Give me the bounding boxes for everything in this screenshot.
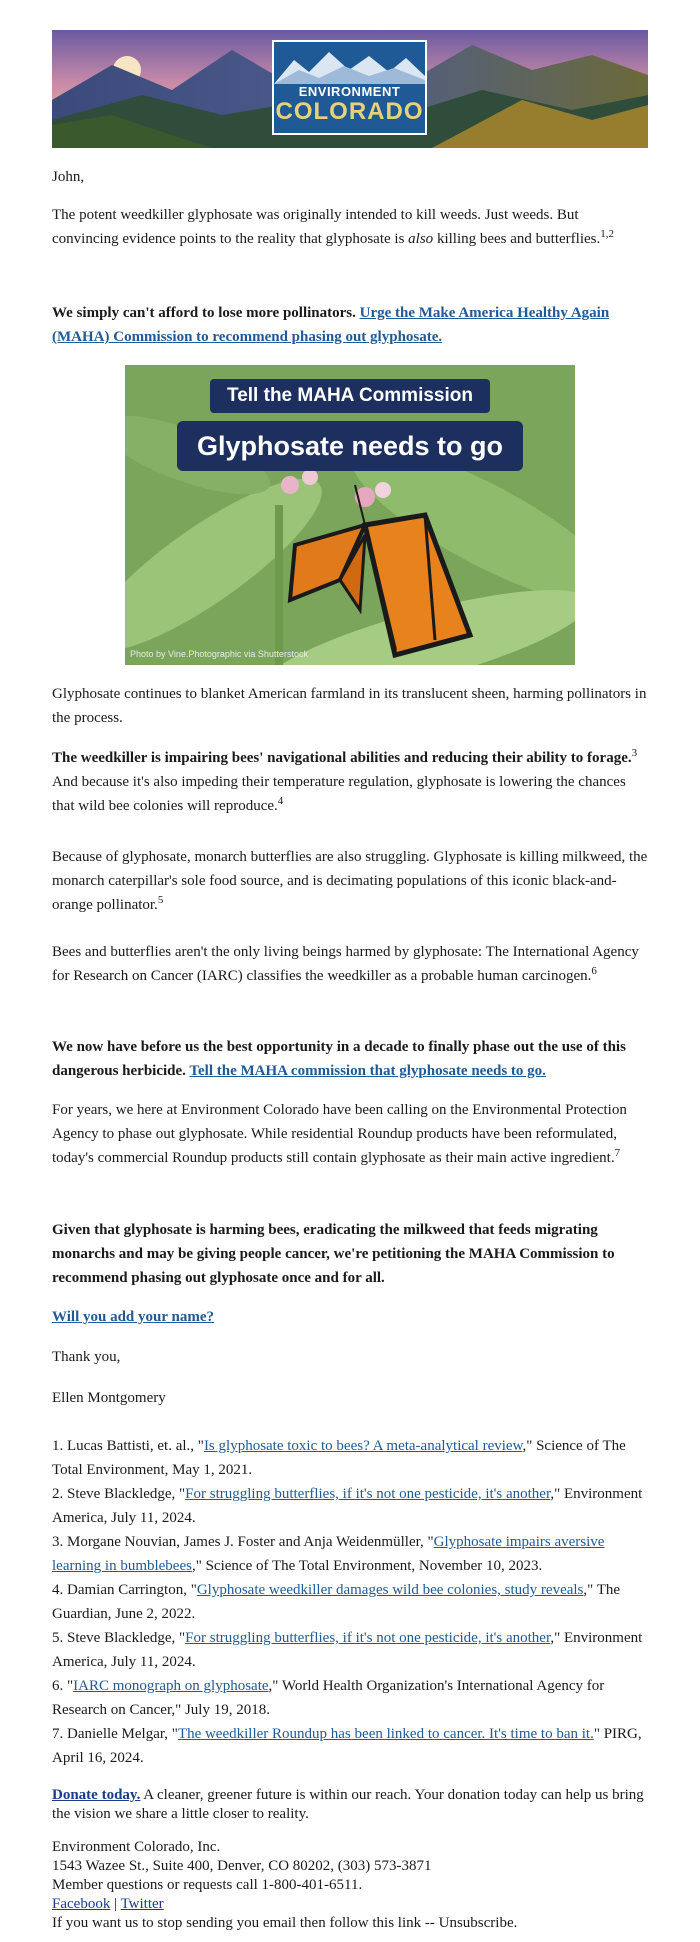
reference-link[interactable]: Glyphosate weedkiller damages wild bee colonies, study reveals (196, 1582, 584, 1598)
intro-text-2: killing bees and butterflies. (433, 231, 601, 247)
bees-footnote-3: 3 (631, 747, 638, 759)
header-banner (52, 30, 648, 148)
reference-prefix: 2. Steve Blackledge, " (52, 1486, 186, 1502)
hero-headline-2: Glyphosate needs to go (177, 421, 523, 471)
reference-prefix: 6. " (52, 1678, 74, 1694)
roundup-text: For years, we here at Environment Colorado have been calling on the Environmental Protection Agency to phase out glyphosate. While residential Roundup products have been reformulated, today's commercial Roundup products still contain glyphosate as their main active ingredient. (52, 1102, 627, 1166)
petition-paragraph: Given that glyphosate is harming bees, eradicating the milkweed that feeds migrating monarchs and may be giving people cancer, we're petitioning the MAHA Commission to recommend phasing out glyphosate once and for all. (52, 1222, 615, 1286)
hero-headline-1: Tell the MAHA Commission (210, 379, 490, 413)
facebook-link[interactable]: Facebook (52, 1896, 111, 1912)
intro-emphasis: also (408, 231, 434, 247)
logo-line-colorado: COLORADO (275, 98, 424, 125)
roundup-paragraph (52, 1098, 648, 1170)
signature: Ellen Montgomery (52, 1390, 166, 1406)
pollinators-paragraph (52, 301, 648, 349)
reference-prefix: 1. Lucas Battisti, et. al., " (52, 1438, 204, 1454)
donate-link[interactable]: Donate today. (52, 1787, 141, 1803)
opportunity-paragraph (52, 1035, 648, 1083)
add-your-name-link[interactable]: Will you add your name? (52, 1309, 214, 1325)
reference-suffix: ," Environment America, July 11, 2024. (52, 1630, 643, 1670)
reference-link[interactable]: Glyphosate impairs aversive learning in bumblebees (52, 1534, 605, 1574)
bees-paragraph (52, 746, 648, 818)
logo-line-environment: ENVIRONMENT (298, 84, 401, 99)
environment-colorado-logo (272, 40, 427, 135)
urge-maha-link[interactable]: Urge the Make America Healthy Again (MAHA) Commission to recommend phasing out glyphosate. (52, 305, 610, 345)
donate-paragraph (52, 1786, 648, 1824)
reference-prefix: 4. Damian Carrington, " (52, 1582, 197, 1598)
footer-social (52, 1895, 648, 1914)
intro-footnote: 1,2 (600, 228, 614, 240)
reference-item (52, 1722, 648, 1770)
reference-suffix: ," Science of The Total Environment, May 1, 2021. (52, 1438, 626, 1478)
reference-suffix: " PIRG, April 16, 2024. (52, 1726, 642, 1766)
reference-link[interactable]: IARC monograph on glyphosate (73, 1678, 269, 1694)
hero-image[interactable] (125, 365, 575, 665)
bees-footnote-4: 4 (277, 795, 284, 807)
reference-item (52, 1434, 648, 1482)
reference-link[interactable]: The weedkiller Roundup has been linked to cancer. It's time to ban it. (177, 1726, 594, 1742)
reference-item (52, 1674, 648, 1722)
intro-text: The potent weedkiller glyphosate was originally intended to kill weeds. Just weeds. But convincing evidence points to the reality that glyphosate is (52, 207, 579, 247)
reference-item (52, 1482, 648, 1530)
reference-suffix: ," Science of The Total Environment, November 10, 2023. (191, 1558, 543, 1574)
footer-address: 1543 Wazee St., Suite 400, Denver, CO 80202, (303) 573-3871 (52, 1858, 432, 1874)
greeting: John, (52, 169, 85, 185)
donate-text: A cleaner, greener future is within our reach. Your donation today can help us bring the vision we share a little closer to reality. (52, 1787, 644, 1822)
reference-suffix: ," World Health Organization's International Agency for Research on Cancer," July 19, 2018. (52, 1678, 605, 1718)
footer-org: Environment Colorado, Inc. (52, 1839, 221, 1855)
footer-unsubscribe[interactable]: If you want us to stop sending you email then follow this link -- Unsubscribe. (52, 1915, 518, 1931)
monarch-text: Because of glyphosate, monarch butterflies are also struggling. Glyphosate is killing milkweed, the monarch caterpillar's sole food source, and is decimating populations of this iconic black-and-orange pollinator. (52, 849, 648, 913)
photo-credit: Photo by Vine.Photographic via Shutterstock (130, 649, 308, 659)
reference-link[interactable]: Is glyphosate toxic to bees? A meta-analytical review (203, 1438, 523, 1454)
thanks: Thank you, (52, 1349, 121, 1365)
farmland-paragraph: Glyphosate continues to blanket American farmland in its translucent sheen, harming pollinators in the process. (52, 686, 647, 726)
reference-link[interactable]: For struggling butterflies, if it's not one pesticide, it's another (185, 1486, 551, 1502)
tell-maha-link[interactable]: Tell the MAHA commission that glyphosate needs to go. (189, 1063, 546, 1079)
social-separator: | (110, 1896, 121, 1912)
reference-item (52, 1626, 648, 1674)
reference-prefix: 5. Steve Blackledge, " (52, 1630, 186, 1646)
roundup-footnote: 7 (614, 1147, 621, 1159)
bees-text: And because it's also impeding their temperature regulation, glyphosate is lowering the chances that wild bee colonies will reproduce. (52, 774, 626, 814)
cancer-text: Bees and butterflies aren't the only living beings harmed by glyphosate: The International Agency for Research on Cancer (IARC) classifies the weedkiller as a probable human carcinogen. (52, 944, 639, 984)
reference-item (52, 1578, 648, 1626)
references-list (52, 1434, 648, 1770)
monarch-footnote: 5 (157, 894, 164, 906)
reference-suffix: ," The Guardian, June 2, 2022. (52, 1582, 621, 1622)
pollinators-bold: We simply can't afford to lose more pollinators. (52, 305, 360, 321)
cta-paragraph (52, 1305, 648, 1329)
logo-mountains-icon (274, 46, 425, 84)
reference-prefix: 3. Morgane Nouvian, James J. Foster and Anja Weidenmüller, " (52, 1534, 434, 1550)
cancer-footnote: 6 (591, 965, 597, 977)
monarch-paragraph (52, 845, 648, 917)
reference-suffix: ," Environment America, July 11, 2024. (52, 1486, 643, 1526)
reference-item (52, 1530, 648, 1578)
twitter-link[interactable]: Twitter (120, 1896, 164, 1912)
footer-member: Member questions or requests call 1-800-401-6511. (52, 1877, 363, 1893)
footer (52, 1838, 648, 1933)
reference-link[interactable]: For struggling butterflies, if it's not one pesticide, it's another (185, 1630, 551, 1646)
opportunity-bold: We now have before us the best opportunity in a decade to finally phase out the use of this dangerous herbicide. (52, 1039, 626, 1079)
intro-paragraph (52, 203, 648, 251)
cancer-paragraph (52, 940, 648, 988)
bees-bold: The weedkiller is impairing bees' navigational abilities and reducing their ability to forage. (52, 750, 632, 766)
reference-prefix: 7. Danielle Melgar, " (52, 1726, 178, 1742)
